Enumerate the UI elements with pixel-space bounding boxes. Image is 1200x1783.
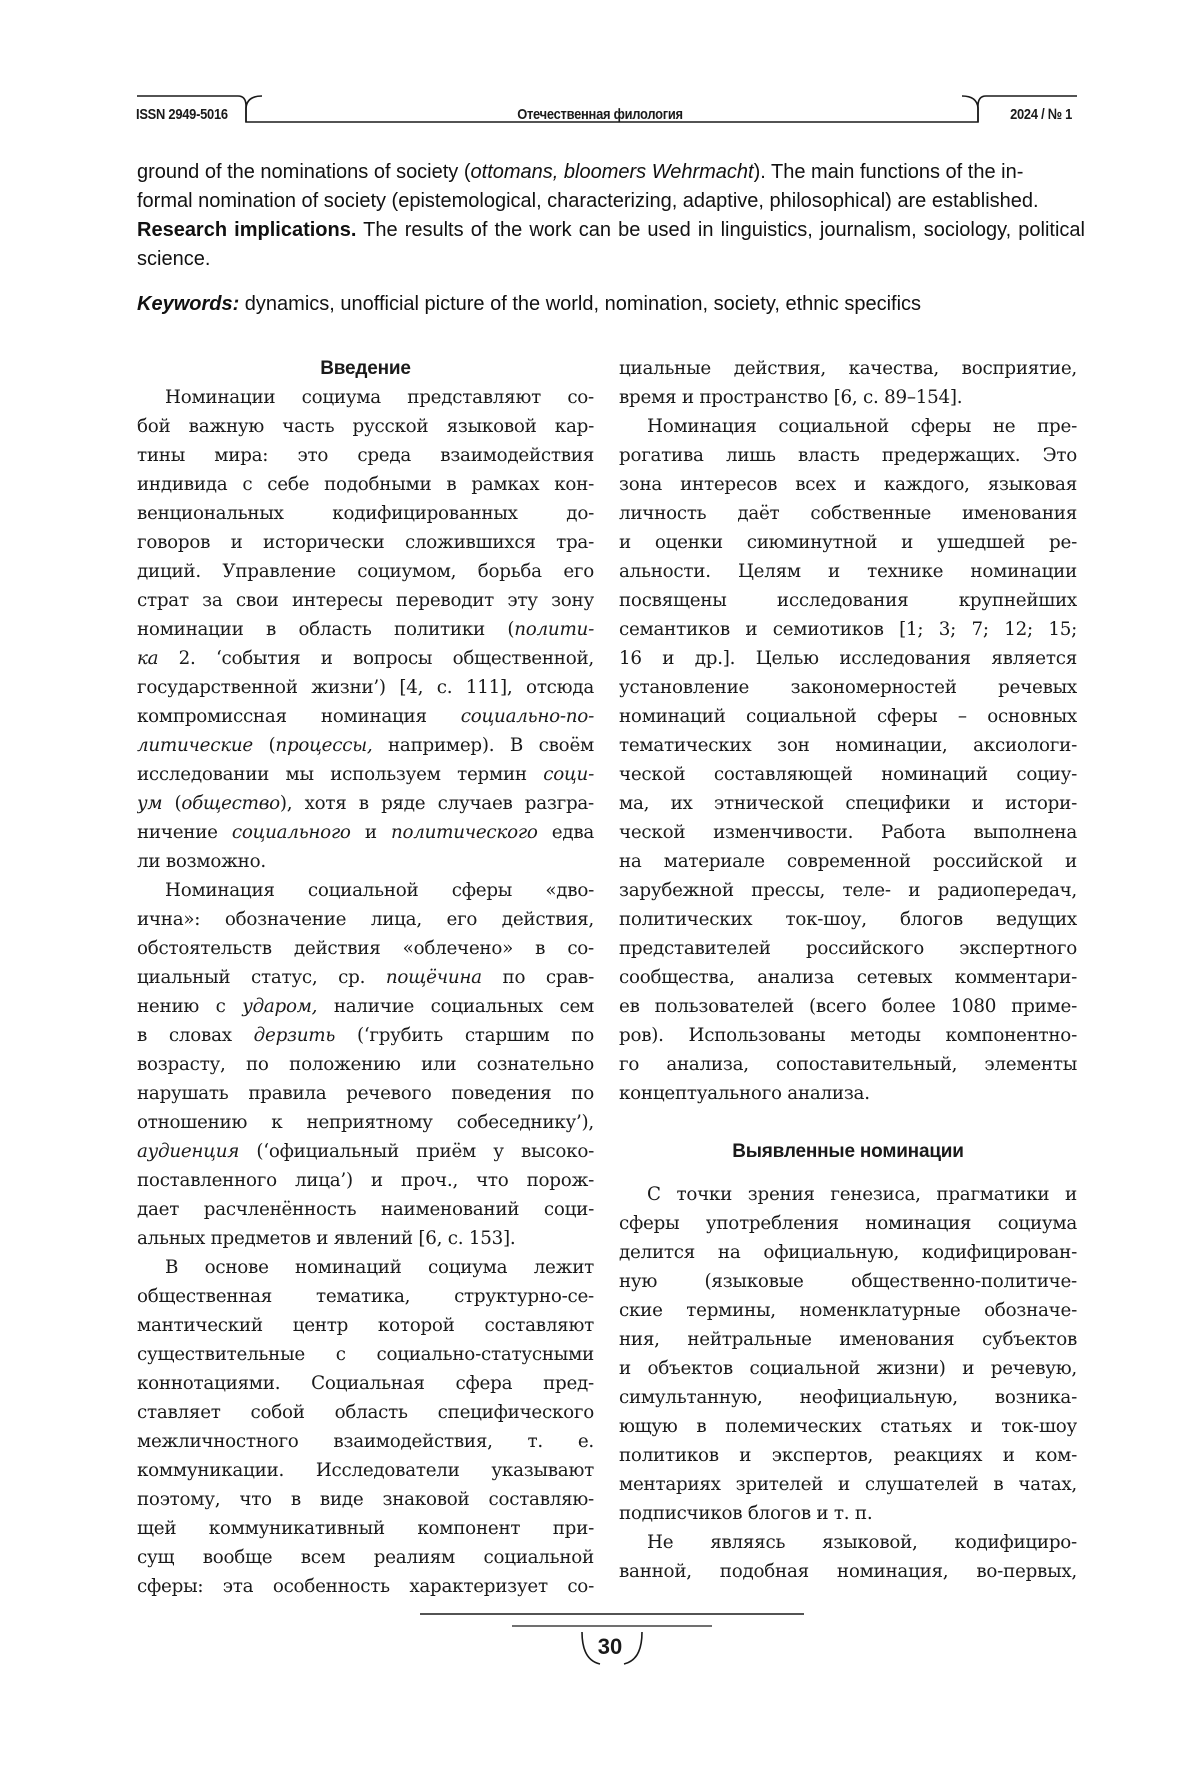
italic-term: полити- [514,619,594,640]
text-span: 2. ‘события и вопросы общественной, [158,648,594,669]
text-span: циальный статус, ср. [137,967,386,988]
text-line [137,992,594,1021]
italic-term: общество [181,793,280,814]
text-span: исследовании мы используем термин [137,764,544,785]
text-line: представителей российского экспертного [619,938,1077,959]
text-span: (‘официальный приём у высоко- [239,1141,594,1162]
text-line: щей коммуникативный компонент при- [137,1518,594,1539]
text-line: альных предметов и явлений [6, с. 153]. [137,1228,516,1249]
text-line: время и пространство [6, с. 89–154]. [619,387,963,408]
text-line: ментариях зрителей и слушателей в чатах, [619,1474,1077,1495]
text-span: например). В своём [372,735,594,756]
text-line [137,731,594,760]
text-line: ную (языковые общественно-политиче- [619,1271,1077,1292]
text-line: ские термины, номенклатурные обозначе- [619,1300,1077,1321]
text-line: 16 и др.]. Целью исследования является [619,648,1077,669]
text-line: делится на официальную, кодифицирован- [619,1242,1077,1263]
text-line: диций. Управление социумом, борьба его [137,561,594,582]
keywords-text: dynamics, unofficial picture of the world, nomination, society, ethnic specifics [239,293,922,315]
text-line: отношению к неприятному собеседнику’), [137,1112,594,1133]
text-line: индивида с себе подобными в рамках кон- [137,474,594,495]
text-line [137,1021,594,1050]
text-line: концептуального анализа. [619,1083,870,1104]
text-span: наличие социальных сем [317,996,594,1017]
italic-term: пощёчина [385,967,482,988]
implications-text: The results of the work can be used in linguistics, journalism, sociology, political science. [137,219,1085,270]
text-line: ров). Использованы методы компонентно- [619,1025,1077,1046]
text-line: посвящены исследования крупнейших [619,590,1077,611]
text-line [137,818,594,847]
spacer [619,1108,1077,1137]
text-line: дает расчленённость наименований соци- [137,1199,594,1220]
text-span: ( [162,793,182,814]
text-line: нарушать правила речевого поведения по [137,1083,594,1104]
italic-term: соци- [543,764,594,785]
text-line: ев пользователей (всего более 1080 приме- [619,996,1077,1017]
text-line: ична»: обозначение лица, его действия, [137,909,594,930]
text-line: существительные с социально-статусными [137,1344,594,1365]
text-line [137,760,594,789]
text-line: ющую в полемических статьях и ток-шоу [619,1416,1077,1437]
italic-term: литические [137,735,253,756]
text-span: нению с [137,996,243,1017]
text-line: страт за свои интересы переводит эту зону [137,590,594,611]
italic-term: процессы, [275,735,373,756]
text-line: ли возможно. [137,851,266,872]
text-span: ( [252,735,276,756]
text-line: бой важную часть русской языковой кар- [137,416,594,437]
text-line: обстоятельств действия «облечено» в со- [137,938,594,959]
text-span: компромиссная номинация [137,706,461,727]
abstract-text: ). The main functions of the in- [753,161,1024,183]
abstract-paragraph [137,187,1085,216]
text-line: номинаций социальной сферы – основных [619,706,1077,727]
text-line [137,1137,594,1166]
spacer [619,1166,1077,1180]
text-line: Номинации социума представляют со- [165,387,594,408]
text-line [137,702,594,731]
abstract-paragraph [137,158,1085,187]
text-line: личность даёт собственные именования [619,503,1077,524]
text-line: межличностного взаимодействия, т. е. [137,1431,594,1452]
left-column [137,354,594,1601]
text-line: Номинация социальной сферы «дво- [165,880,594,901]
text-line: рогатива лишь власть предержащих. Это [619,445,1077,466]
text-line: ставляет собой область специфического [137,1402,594,1423]
text-line: мантический центр которой составляют [137,1315,594,1336]
italic-term: социального [231,822,351,843]
text-line: коммуникации. Исследователи указывают [137,1460,594,1481]
text-line: государственной жизни’) [4, с. 111], отсюда [137,677,594,698]
text-line: политиков и экспертов, реакциях и ком- [619,1445,1077,1466]
text-line: тины мира: это среда взаимодействия [137,445,594,466]
text-span: ничение [137,822,232,843]
text-line: сообщества, анализа сетевых комментари- [619,967,1077,988]
text-line: ванной, подобная номинация, во-первых, [619,1561,1077,1582]
text-line: ма, их этнической специфики и истори- [619,793,1077,814]
text-line: ческой составляющей номинаций социу- [619,764,1077,785]
page-number: 30 [597,1634,623,1659]
italic-term: ударом, [242,996,318,1017]
text-line [137,615,594,644]
text-line: го анализа, сопоставительный, элементы [619,1054,1077,1075]
text-line: венциональных кодифицированных до- [137,503,594,524]
text-line: установление закономерностей речевых [619,677,1077,698]
text-line [137,789,594,818]
text-line: на материале современной российской и [619,851,1077,872]
text-line: возрасту, по положению или сознательно [137,1054,594,1075]
text-line: сферы: эта особенность характеризует со- [137,1576,594,1597]
text-line: симультанную, неофициальную, возника- [619,1387,1077,1408]
section-heading-nominations: Выявленные номинации [732,1141,964,1162]
italic-term: социально-по- [460,706,594,727]
text-line: ния, нейтральные именования субъектов [619,1329,1077,1350]
text-line: сферы употребления номинация социума [619,1213,1077,1234]
text-line: альности. Целям и технике номинации [619,561,1077,582]
italic-term: ум [137,793,163,814]
journal-title: Отечественная филология [517,106,683,123]
italic-term: ка [137,648,159,669]
text-line: семантиков и семиотиков [1; 3; 7; 12; 15; [619,619,1077,640]
text-span: (‘грубить старшим по [335,1025,594,1046]
section-heading-introduction: Введение [320,358,411,379]
abstract-text: ground of the nominations of society ( [137,161,471,183]
text-line: подписчиков блогов и т. п. [619,1503,873,1524]
abstract-text: formal nomination of society (epistemological, characterizing, adaptive, philosophical) are established. [137,190,1039,212]
text-line: и объектов социальной жизни) и речевую, [619,1358,1077,1379]
text-line: зона интересов всех и каждого, языковая [619,474,1077,495]
text-line: общественная тематика, структурно-се- [137,1286,594,1307]
text-line: ческой изменчивости. Работа выполнена [619,822,1077,843]
text-line: коннотациями. Социальная сфера пред- [137,1373,594,1394]
text-line: политических ток-шоу, блогов ведущих [619,909,1077,930]
text-line: говоров и исторически сложившихся тра- [137,532,594,553]
text-span: ), хотя в ряде случаев разгра- [279,793,594,814]
text-span: номинации в область политики ( [137,619,515,640]
text-line: поэтому, что в виде знаковой составляю- [137,1489,594,1510]
text-span: по срав- [481,967,594,988]
italic-term: политического [390,822,538,843]
text-line [137,963,594,992]
keywords-label: Keywords: [137,293,240,315]
text-line [137,644,594,673]
issue-label: 2024 / № 1 [1009,106,1072,123]
text-line: циальные действия, качества, восприятие, [619,358,1077,379]
text-span: едва [537,822,594,843]
abstract-italic-examples: ottomans, bloomers Wehrmacht [470,161,754,183]
text-span: и [350,822,391,843]
text-line: Номинация социальной сферы не пре- [647,416,1077,437]
text-line: В основе номинаций социума лежит [165,1257,594,1278]
italic-term: дерзить [253,1025,336,1046]
right-column [619,354,1077,1586]
keywords-line [137,290,1085,319]
text-line: зарубежной прессы, теле- и радиопередач, [619,880,1077,901]
text-span: в словах [137,1025,254,1046]
text-line: тематических зон номинации, аксиологи- [619,735,1077,756]
abstract-block [137,158,1085,274]
text-line: Не являясь языковой, кодифициро- [647,1532,1077,1553]
italic-term: аудиенция [137,1141,240,1162]
text-line: и оценки сиюминутной и ушедшей ре- [619,532,1077,553]
implications-label: Research implications. [137,219,357,241]
text-line: сущ вообще всем реалиям социальной [137,1547,594,1568]
issn-label: ISSN 2949-5016 [136,106,228,123]
text-line: С точки зрения генезиса, прагматики и [647,1184,1077,1205]
text-line: поставленного лица’) и проч., что порож- [137,1170,594,1191]
abstract-implications [137,216,1085,274]
